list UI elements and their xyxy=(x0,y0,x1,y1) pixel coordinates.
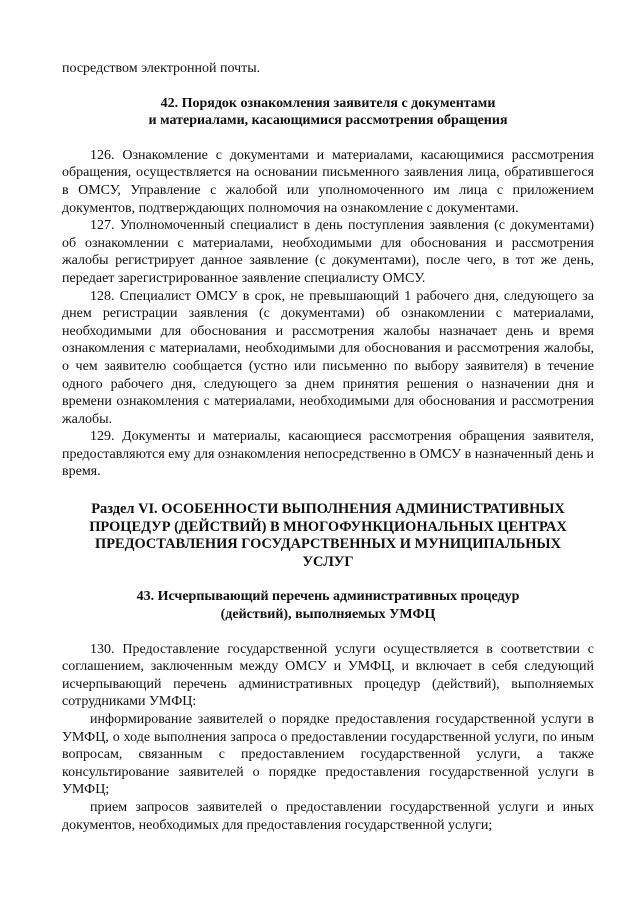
section-heading-42 xyxy=(62,95,594,130)
intro-text: посредством электронной почты. xyxy=(62,61,261,76)
section-heading-43 xyxy=(62,588,594,623)
spacer xyxy=(62,624,594,641)
heading-line: УСЛУГ xyxy=(302,553,354,570)
heading-line: ПРЕДОСТАВЛЕНИЯ ГОСУДАРСТВЕННЫХ И МУНИЦИПАЛЬНЫХ xyxy=(95,536,561,553)
spacer xyxy=(62,78,594,95)
document-page xyxy=(62,60,594,834)
heading-line: и материалами, касающимися рассмотрения обращения xyxy=(148,113,508,129)
heading-line: ПРОЦЕДУР (ДЕЙСТВИЙ) В МНОГОФУНКЦИОНАЛЬНЫХ ЦЕНТРАХ xyxy=(89,518,567,535)
heading-line: (действий), выполняемых УМФЦ xyxy=(220,607,436,623)
paragraph-129: 129. Документы и материалы, касающиеся рассмотрения обращения заявителя, предоставляются ему для ознакомления непосредственно в ОМСУ в назначенный день и время. xyxy=(62,429,594,480)
paragraph-reception: прием запросов заявителей о предоставлении государственной услуги и иных документов, необходимых для предоставления государственной услуги; xyxy=(62,799,594,833)
paragraph-informing: информирование заявителей о порядке предоставления государственной услуги в УМФЦ, о ходе выполнения запроса о предоставлении государственной услуги, по иным вопросам, связанным с предоставлением государственной услуги, а также консультирование заявителей о порядке предоставления государственной услуги в УМФЦ; xyxy=(62,712,594,798)
paragraph-128: 128. Специалист ОМСУ в срок, не превышающий 1 рабочего дня, следующего за днем регистрации заявления (с документами) об ознакомлении с материалами, необходимыми для обоснования и рассмотрения жалобы назначает день и время ознакомления с материалами, необходимыми для обоснования и рассмотрения жалобы, о чем заявителю сообщается (устно или письменно по выбору заявителя) в течение одного рабочего дня, следующего за днем принятия решения о назначении дня и времени ознакомления с материалами, необходимыми для обоснования и рассмотрения жалобы. xyxy=(62,288,594,427)
spacer xyxy=(62,130,594,147)
heading-line: 42. Порядок ознакомления заявителя с документами xyxy=(160,95,496,111)
heading-line: Раздел VI. ОСОБЕННОСТИ ВЫПОЛНЕНИЯ АДМИНИСТРАТИВНЫХ xyxy=(91,501,565,518)
section-6-heading xyxy=(62,501,594,571)
spacer xyxy=(62,481,594,501)
paragraph-126: 126. Ознакомление с документами и материалами, касающимися рассмотрения обращения, осуществляется на основании письменного заявления лица, обратившегося в ОМСУ, Управление с жалобой или уполномоченного им лица с приложением документов, подтверждающих полномочия на ознакомление с документами. xyxy=(62,147,594,216)
spacer xyxy=(62,571,594,588)
paragraph-130: 130. Предоставление государственной услуги осуществляется в соответствии с соглашением, заключенным между ОМСУ и УМФЦ, и включает в себя следующий исчерпывающий перечень административных процедур (действий), выполняемых сотрудниками УМФЦ: xyxy=(62,641,594,710)
heading-line: 43. Исчерпывающий перечень административных процедур xyxy=(136,589,520,605)
paragraph-127: 127. Уполномоченный специалист в день поступления заявления (с документами) об ознакомлении с материалами, необходимыми для обоснования и рассмотрения жалобы регистрирует данное заявление (с документами), после чего, в тот же день, передает зарегистрированное заявление специалисту ОМСУ. xyxy=(62,218,594,286)
